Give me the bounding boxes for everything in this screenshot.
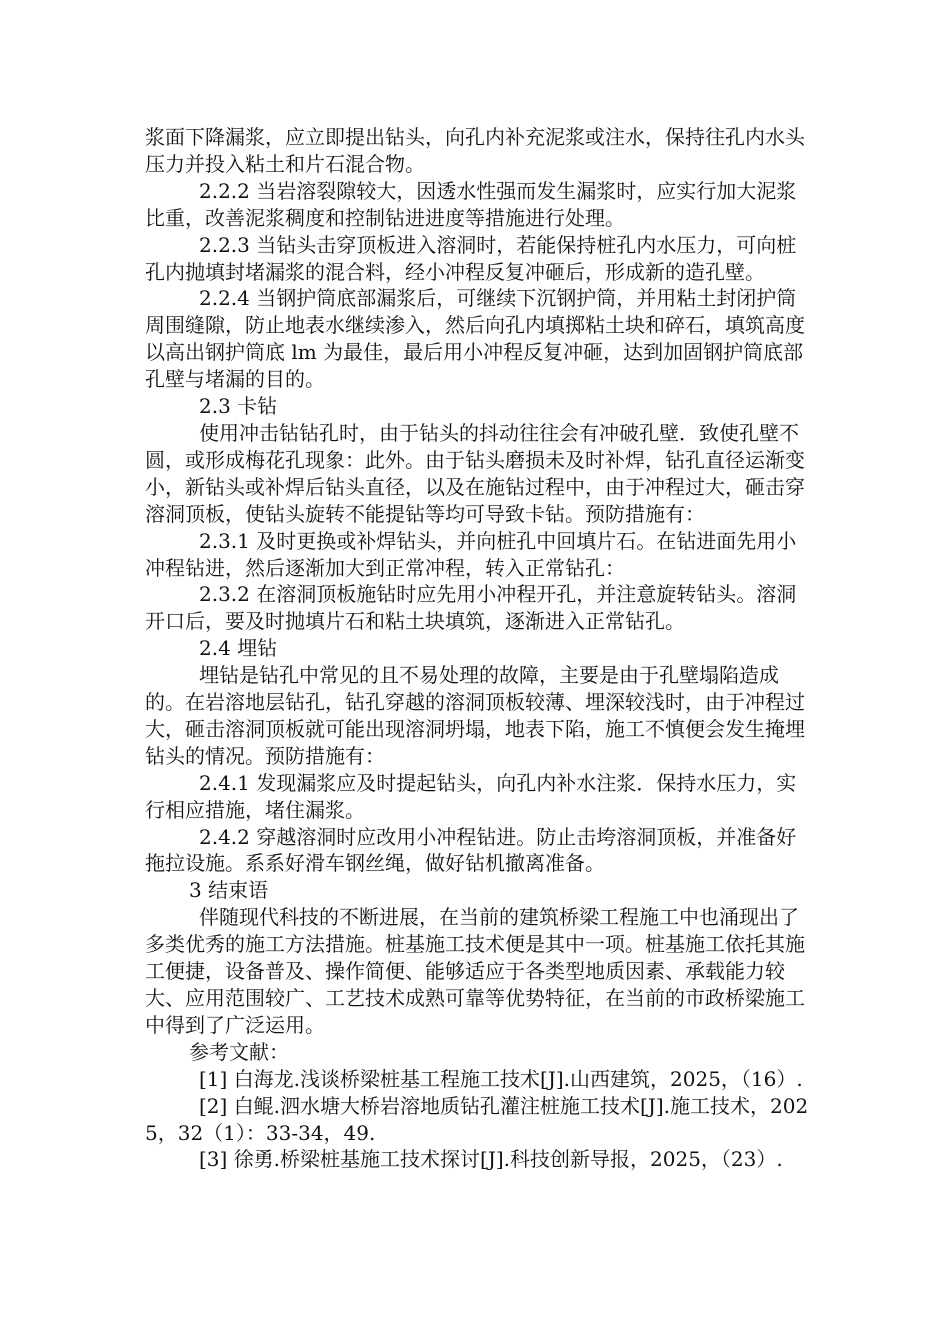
paragraph-2-3-1: 2.3.1 及时更换或补焊钻头，并向桩孔中回填片石。在钻进面先用小冲程钻进，然后逐渐加大到正常冲程，转入正常钻孔： — [145, 528, 797, 580]
heading-2-3: 2.3 卡钻 — [199, 394, 278, 419]
paragraph-leak-continuation: 浆面下降漏浆，应立即提出钻头，向孔内补充泥浆或注水，保持往孔内水头压力并投入粘土和片石混合物。 — [145, 125, 805, 176]
paragraph-2-3-2: 2.3.2 在溶洞顶板施钻时应先用小冲程开孔，并注意旋转钻头。溶洞开口后，要及时抛填片石和粘土块填筑，逐渐进入正常钻孔。 — [145, 582, 797, 634]
reference-2: [2] 白鲲.泗水塘大桥岩溶地质钻孔灌注桩施工技术[J].施工技术，2025，32（1）：33-34，49. — [145, 1093, 809, 1145]
paragraph-stuck-drill: 使用冲击钻钻孔时，由于钻头的抖动往往会有冲破孔壁．致使孔壁不圆，或形成梅花孔现象：此外。由于钻头磨损未及时补焊，钻孔直径运渐变小，新钻头或补焊后钻头直径，以及在施钻过程中，由于冲程过大，砸击穿溶洞顶板，使钻头旋转不能提钻等均可导致卡钻。预防措施有： — [145, 420, 805, 526]
paragraph-conclusion: 伴随现代科技的不断进展，在当前的建筑桥梁工程施工中也涌现出了多类优秀的施工方法措施。桩基施工技术便是其中一项。桩基施工依托其施工便捷，设备普及、操作简便、能够适应于各类型地质因素、承载能力较大、应用范围较广、工艺技术成熟可靠等优势特征，在当前的市政桥梁施工中得到了广泛运用。 — [145, 905, 805, 1037]
paragraph-2-2-3: 2.2.3 当钻头击穿顶板进入溶洞时，若能保持桩孔内水压力，可向桩孔内抛填封堵漏浆的混合料，经小冲程反复冲砸后，形成新的造孔壁。 — [145, 232, 797, 284]
document-page — [145, 124, 813, 1173]
heading-2-4: 2.4 埋钻 — [199, 636, 278, 661]
reference-3: [3] 徐勇.桥梁桩基施工技术探讨[J].科技创新导报，2025，（23）. — [199, 1147, 783, 1172]
heading-3-conclusion: 3 结束语 — [189, 878, 269, 903]
paragraph-buried-drill: 埋钻是钻孔中常见的且不易处理的故障，主要是由于孔壁塌陷造成的。在岩溶地层钻孔，钻孔穿越的溶洞顶板较薄、埋深较浅时，由于冲程过大，砸击溶洞顶板就可能出现溶洞坍塌，地表下陷，施工不慎便会发生掩埋钻头的情况。预防措施有： — [145, 663, 805, 768]
paragraph-2-4-2: 2.4.2 穿越溶洞时应改用小冲程钻进。防止击垮溶洞顶板，并准备好拖拉设施。系系好滑车钢丝绳，做好钻机撤离准备。 — [145, 824, 797, 876]
paragraph-2-4-1: 2.4.1 发现漏浆应及时提起钻头，向孔内补水注浆．保持水压力，实行相应措施，堵住漏浆。 — [145, 770, 797, 822]
reference-1: [1] 白海龙.浅谈桥梁桩基工程施工技术[J].山西建筑，2025，（16）. — [199, 1066, 803, 1091]
paragraph-2-2-4: 2.2.4 当钢护筒底部漏浆后，可继续下沉钢护筒，并用粘土封闭护筒周围缝隙，防止地表水继续渗入，然后向孔内填掷粘土块和碎石，填筑高度以高出钢护筒底 lm 为最佳，最后用小冲程反复冲砸，达到加固钢护筒底部孔壁与堵漏的目的。 — [145, 286, 805, 392]
references-title: 参考文献： — [189, 1039, 289, 1064]
paragraph-2-2-2: 2.2.2 当岩溶裂隙较大，因透水性强而发生漏浆时，应实行加大泥浆比重，改善泥浆稠度和控制钻进进度等措施进行处理。 — [145, 178, 797, 230]
